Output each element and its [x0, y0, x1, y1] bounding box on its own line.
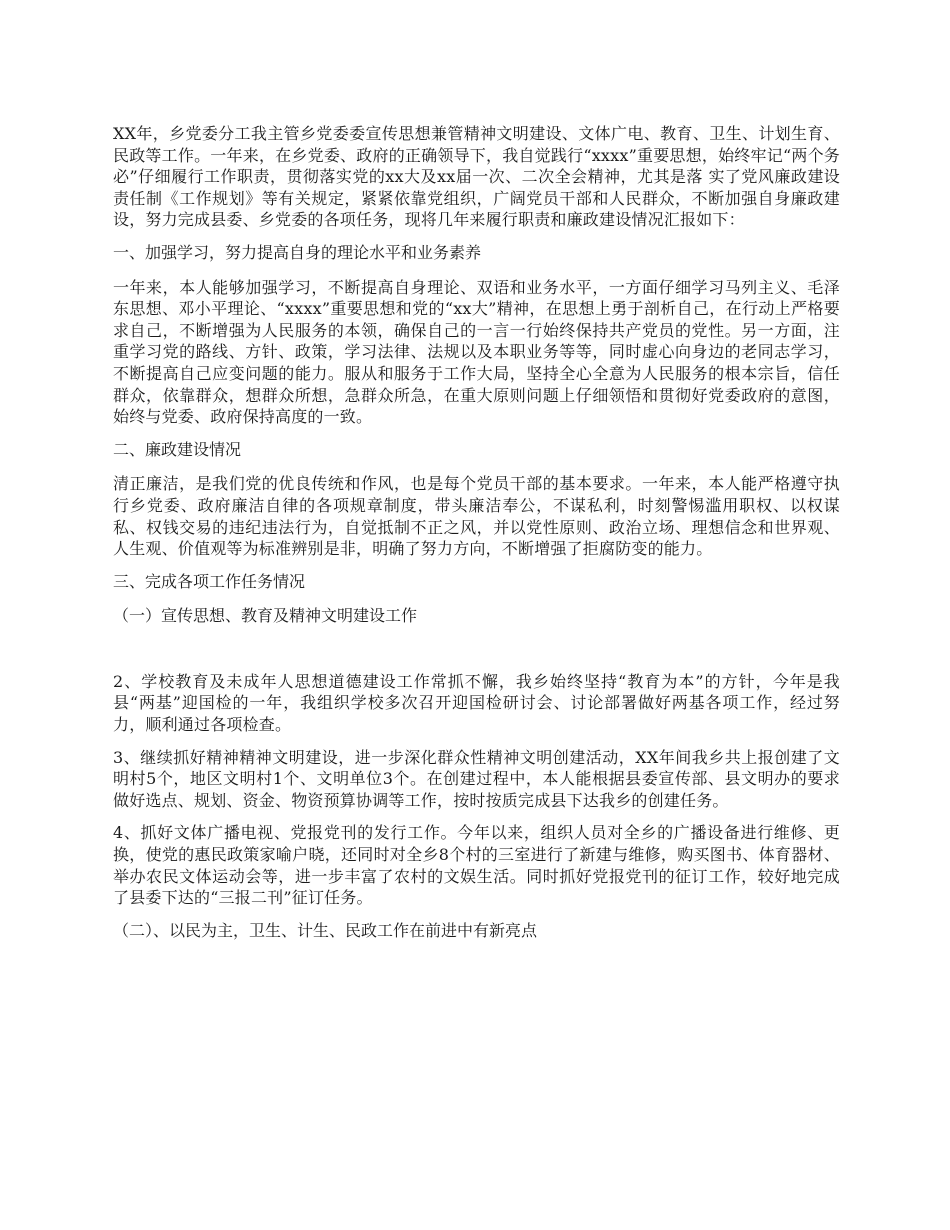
broadcast-paragraph: 4、抓好文体广播电视、党报党刊的发行工作。今年以来，组织人员对全乡的广播设备进行维修、更换，使党的惠民政策家喻户晓，还同时对全乡8个村的三室进行了新建与维修，购买图书、体育器材、举办农民文体运动会等，进一步丰富了农村的文娱生活。同时抓好党报党刊的征订工作，较好地完成了县委下达的“三报二刊”征订任务。 — [113, 823, 840, 908]
intro-paragraph: XX年，乡党委分工我主管乡党委委宣传思想兼管精神文明建设、文体广电、教育、卫生、计划生育、民政等工作。一年来，在乡党委、政府的正确领导下，我自觉践行“xxxx”重要思想，始终牢记“两个务必”仔细履行工作职责，贯彻落实党的xx大及xx届一次、二次全会精神，尤其是落 实了党风廉政建设责任制《工作规划》等有关规定，紧紧依靠党组织，广阔党员干部和人民群众，不断加强自身廉政建设，努力完成县委、乡党委的各项任务，现将几年来履行职责和廉政建设情况汇报如下： — [113, 124, 840, 230]
education-paragraph: 2、学校教育及未成年人思想道德建设工作常抓不懈，我乡始终坚持“教育为本”的方针，今年是我县“两基”迎国检的一年，我组织学校多次召开迎国检研讨会、讨论部署做好两基各项工作，经过努力，顺利通过各项检查。 — [113, 671, 840, 735]
document-page — [113, 123, 840, 941]
section-heading-integrity: 二、廉政建设情况 — [113, 439, 242, 459]
subsection-heading-livelihood: （二）、以民为主，卫生、计生、民政工作在前进中有新亮点 — [113, 920, 538, 940]
section-heading-tasks: 三、完成各项工作任务情况 — [113, 571, 306, 591]
section-heading-study: 一、加强学习，努力提高自身的理论水平和业务素养 — [113, 242, 482, 262]
integrity-paragraph: 清正廉洁，是我们党的优良传统和作风，也是每个党员干部的基本要求。一年来，本人能严格遵守执行乡党委、政府廉洁自律的各项规章制度，带头廉洁奉公，不谋私利，时刻警惕滥用职权、以权谋私、权钱交易的违纪违法行为，自觉抵制不正之风，并以党性原则、政治立场、理想信念和世界观、人生观、价值观等为标准辨别是非，明确了努力方向，不断增强了拒腐防变的能力。 — [113, 474, 840, 559]
subsection-heading-propaganda: （一）宣传思想、教育及精神文明建设工作 — [113, 606, 418, 626]
civilization-paragraph: 3、继续抓好精神精神文明建设，进一步深化群众性精神文明创建活动，XX年间我乡共上报创建了文明村5个，地区文明村1个、文明单位3个。在创建过程中，本人能根据县委宣传部、县文明办的要求做好选点、规划、资金、物资预算协调等工作，按时按质完成县下达我乡的创建任务。 — [113, 747, 840, 810]
study-paragraph: 一年来，本人能够加强学习，不断提高自身理论、双语和业务水平，一方面仔细学习马列主义、毛泽东思想、邓小平理论、“xxxx”重要思想和党的“xx大”精神，在思想上勇于剖析自己，在行动上严格要求自己，不断增强为人民服务的本领，确保自己的一言一行始终保持共产党员的党性。另一方面，注重学习党的路线、方针、政策，学习法律、法规以及本职业务等等，同时虚心向身边的老同志学习，不断提高自己应变问题的能力。服从和服务于工作大局，坚持全心全意为人民服务的根本宗旨，信任群众，依靠群众，想群众所想，急群众所急，在重大原则问题上仔细领悟和贯彻好党委政府的意图，始终与党委、政府保持高度的一致。 — [113, 277, 840, 427]
